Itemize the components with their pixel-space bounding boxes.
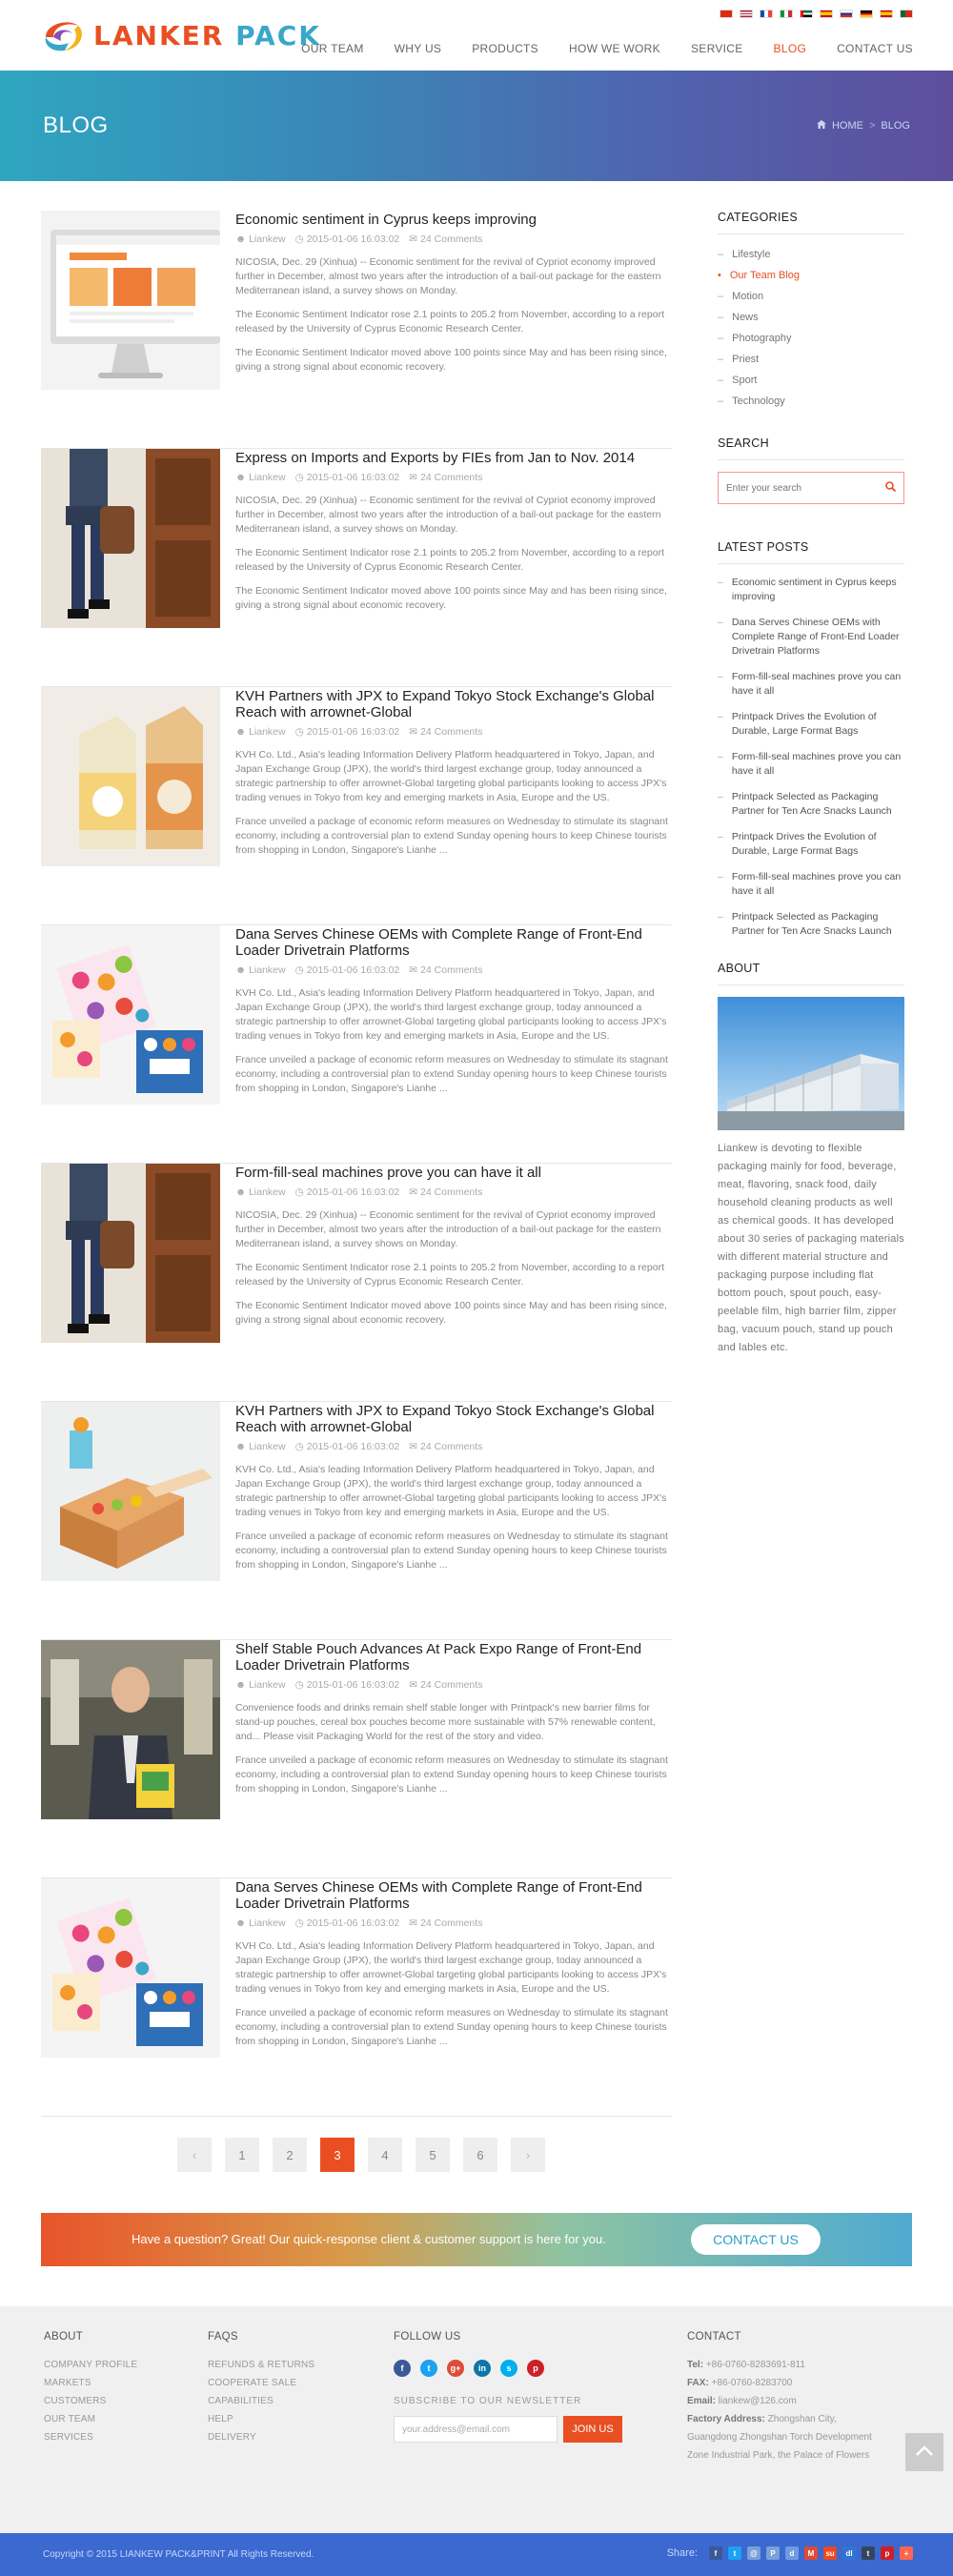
category-label: Our Team Blog [729, 270, 801, 281]
category-label: Photography [732, 333, 792, 344]
fax-value: +86-0760-8283700 [711, 2378, 793, 2388]
post-thumbnail-man-expo[interactable] [41, 1640, 220, 1819]
breadcrumb-home[interactable]: HOME [831, 120, 863, 132]
join-us-button[interactable]: JOIN US [563, 2416, 622, 2443]
user-icon: ☻ [235, 1679, 247, 1691]
comment-icon: ✉ [409, 1441, 418, 1452]
newsletter-email-input[interactable]: your.address@email.com [394, 2416, 558, 2443]
post-date: 2015-01-06 16:03:02 [306, 1917, 400, 1929]
dash-icon: – [718, 312, 724, 323]
footer-link[interactable]: MARKETS [44, 2378, 91, 2388]
flag-de-icon[interactable] [860, 10, 873, 18]
contact-us-button[interactable]: CONTACT US [691, 2224, 821, 2255]
pagination [177, 2138, 545, 2172]
flag-pt-icon[interactable] [900, 10, 913, 18]
about-text: Liankew is devoting to flexible packaging mainly for food, beverage, meat, flavoring, snack food, daily household cleaning products as well as chemical goods. It has developed about 30 series of packaging materials with different material structure and packaging purpose including flat bottom pouch, spout pouch, easy-peelable film, high barrier film, zipper bag, vacuum pouch, stand up pouch and lables etc. [718, 1143, 904, 1353]
share-digg-icon[interactable]: d [785, 2546, 799, 2560]
breadcrumb-current: BLOG [881, 120, 910, 132]
tel-value[interactable]: +86-0760-8283691-811 [705, 2360, 805, 2370]
post-body [235, 1640, 672, 1796]
site-header [0, 0, 953, 71]
email-label: Email: [687, 2396, 717, 2406]
post-excerpt: Convenience foods and drinks remain shelf stable longer with Printpack's new barrier films for stand-up pouches, cereal box pouches become more sustainable with 57% renewable content, and... Please visit Packaging World for the rest of the story and video. [235, 1702, 656, 1742]
post-excerpt: KVH Co. Ltd., Asia's leading Information Delivery Platform headquartered in Tokyo, Japan, and Japan Exchange Group (JPX), the world's third largest exchange group, today announced a strategic partnership to offer arrownet-Global targeting global participants looking to access JPX's trading venues in Tokyo from key and emerging markets in Asia, Europe and the US. [235, 987, 667, 1042]
flag-fr-icon[interactable] [760, 10, 773, 18]
share-twitter-icon[interactable]: t [728, 2546, 741, 2560]
factory-building-image [718, 997, 904, 1130]
post-body [235, 925, 672, 1096]
pagination-next-button[interactable]: › [511, 2138, 545, 2172]
post-item [41, 1402, 672, 1640]
post-body [235, 211, 672, 375]
post-author[interactable]: Liankew [249, 1187, 286, 1198]
post-comments[interactable]: 24 Comments [420, 233, 483, 245]
share-delicious-icon[interactable]: dl [842, 2546, 856, 2560]
address-label: Factory Address: [687, 2414, 765, 2424]
post-title[interactable]: Dana Serves Chinese OEMs with Complete Range of Front-End Loader Drivetrain Platforms [235, 926, 642, 959]
sidebar [718, 211, 904, 1357]
post-thumbnail-milk-cartons[interactable] [41, 687, 220, 866]
clock-icon: ◷ [294, 1679, 304, 1691]
post-title[interactable]: Dana Serves Chinese OEMs with Complete Range of Front-End Loader Drivetrain Platforms [235, 1879, 642, 1912]
post-excerpt: France unveiled a package of economic reform measures on Wednesday to stimulate its stagnant economy, including a controversial plan to extend Sunday opening hours to keep Chinese tourists from shopping in London, Singapore's Lianhe ... [235, 2007, 668, 2047]
pagination-page-1[interactable]: 1 [225, 2138, 259, 2172]
post-date: 2015-01-06 16:03:02 [306, 472, 400, 483]
post-comments[interactable]: 24 Comments [420, 472, 483, 483]
footer-contact-heading: CONTACT [687, 2331, 741, 2343]
comment-icon: ✉ [409, 726, 418, 738]
user-icon: ☻ [235, 472, 247, 483]
comment-icon: ✉ [409, 472, 418, 483]
post-author[interactable]: Liankew [249, 726, 286, 738]
latest-post-item[interactable] [718, 830, 904, 859]
post-thumbnail-tea-boxes[interactable] [41, 1878, 220, 2058]
post-excerpt: NICOSIA, Dec. 29 (Xinhua) -- Economic sentiment for the revival of Cypriot economy improved further in December, almost two years after the introduction of a bail-out package for the eastern Mediterranean island, a survey shows on Monday. [235, 256, 661, 296]
breadcrumb-separator: > [868, 120, 876, 132]
latest-post-item[interactable] [718, 750, 904, 779]
dash-icon: – [718, 249, 724, 260]
copyright-text: Copyright © 2015 LIANKEW PACK&PRINT All Rights Reserved. [43, 2549, 314, 2560]
comment-icon: ✉ [409, 1679, 418, 1691]
nav-why-us[interactable]: WHY US [394, 42, 442, 55]
category-item[interactable] [718, 244, 904, 265]
post-item [41, 1164, 672, 1402]
flag-ae-icon[interactable] [800, 10, 813, 18]
category-item[interactable] [718, 328, 904, 349]
latest-post-link[interactable]: Printpack Drives the Evolution of Durable, Large Format Bags [731, 711, 877, 737]
facebook-icon[interactable]: f [394, 2360, 411, 2377]
pagination-page-2[interactable]: 2 [273, 2138, 307, 2172]
post-item [41, 211, 672, 449]
post-author[interactable]: Liankew [249, 1441, 286, 1452]
footer-link[interactable]: CAPABILITIES [208, 2396, 274, 2406]
footer-about-column [44, 2331, 137, 2446]
footer-contact-column [687, 2331, 887, 2464]
flag-us-icon[interactable] [740, 10, 753, 18]
search-icon[interactable] [885, 479, 896, 497]
post-date: 2015-01-06 16:03:02 [306, 1679, 400, 1691]
post-thumbnail-person-bag[interactable] [41, 1164, 220, 1343]
categories-heading: CATEGORIES [718, 211, 904, 234]
latest-posts-list [718, 576, 904, 939]
post-author[interactable]: Liankew [249, 472, 286, 483]
category-item[interactable] [718, 307, 904, 328]
post-excerpt: The Economic Sentiment Indicator moved above 100 points since May and has been rising since, giving a strong signal about economic recovery. [235, 585, 667, 611]
post-item [41, 1640, 672, 1878]
contact-fax [687, 2374, 887, 2392]
category-item[interactable] [718, 370, 904, 391]
pagination-page-3[interactable]: 3 [320, 2138, 355, 2172]
footer-about-heading: ABOUT [44, 2331, 84, 2343]
user-icon: ☻ [235, 1187, 247, 1198]
footer-link[interactable]: SERVICES [44, 2432, 93, 2443]
contact-email [687, 2392, 887, 2410]
about-heading: ABOUT [718, 962, 904, 985]
post-meta [235, 1441, 672, 1452]
post-item [41, 687, 672, 925]
fax-label: FAX: [687, 2378, 709, 2388]
footer-link[interactable]: OUR TEAM [44, 2414, 96, 2424]
share-label: Share: [666, 2547, 698, 2559]
latest-post-link[interactable]: Printpack Selected as Packaging Partner for Ten Acre Snacks Launch [731, 911, 892, 937]
site-logo[interactable] [40, 15, 321, 55]
post-comments[interactable]: 24 Comments [420, 1917, 483, 1929]
post-excerpt: The Economic Sentiment Indicator rose 2.1 points to 205.2 from November, according to a report released by the University of Cyprus Economic Research Center. [235, 547, 664, 573]
post-date: 2015-01-06 16:03:02 [306, 964, 400, 976]
search-heading: SEARCH [718, 436, 904, 460]
category-label: Priest [732, 354, 760, 365]
post-body [235, 687, 672, 858]
chevron-up-icon [916, 2444, 933, 2461]
latest-post-item[interactable] [718, 710, 904, 739]
post-thumbnail-boxes[interactable] [41, 1402, 220, 1581]
dash-icon: – [718, 791, 723, 802]
category-label: Motion [732, 291, 764, 302]
post-title[interactable]: KVH Partners with JPX to Expand Tokyo Stock Exchange's Global Reach with arrownet-Global [235, 688, 655, 720]
dash-icon: – [718, 333, 724, 344]
post-meta [235, 726, 672, 738]
post-excerpt: France unveiled a package of economic reform measures on Wednesday to stimulate its stagnant economy, including a controversial plan to extend Sunday opening hours to keep Chinese tourists from shopping in London, Singapore's Lianhe ... [235, 1054, 668, 1094]
flag-es-icon[interactable] [820, 10, 833, 18]
post-meta [235, 964, 672, 976]
page-title: BLOG [43, 112, 109, 138]
category-list [718, 244, 904, 412]
flag-es2-icon[interactable] [880, 10, 893, 18]
category-label: Technology [732, 396, 785, 407]
footer-follow-heading: FOLLOW US [394, 2331, 461, 2343]
nav-products[interactable]: PRODUCTS [472, 42, 538, 55]
address-value: Zhongshan City, Guangdong Zhongshan Torch Development Zone Industrial Park, the Palace of Flowers [687, 2414, 872, 2461]
site-footer [0, 2306, 953, 2533]
nav-contact-us[interactable]: CONTACT US [837, 42, 913, 55]
user-icon: ☻ [235, 233, 247, 245]
logo-swirl-icon [40, 16, 88, 54]
pagination-prev-button[interactable]: ‹ [177, 2138, 212, 2172]
post-excerpt: The Economic Sentiment Indicator moved above 100 points since May and has been rising since, giving a strong signal about economic recovery. [235, 1300, 667, 1326]
post-excerpt: France unveiled a package of economic reform measures on Wednesday to stimulate its stagnant economy, including a controversial plan to extend Sunday opening hours to keep Chinese tourists from shopping in London, Singapore's Lianhe ... [235, 1531, 668, 1571]
breadcrumb [817, 120, 910, 132]
post-date: 2015-01-06 16:03:02 [306, 233, 400, 245]
category-label: News [732, 312, 759, 323]
category-item[interactable] [718, 349, 904, 370]
dash-icon: – [718, 711, 723, 722]
pagination-page-6[interactable]: 6 [463, 2138, 497, 2172]
dash-icon: – [718, 911, 723, 923]
footer-link[interactable]: COOPERATE SALE [208, 2378, 297, 2388]
post-meta [235, 472, 672, 483]
post-meta [235, 1187, 672, 1198]
post-meta [235, 1679, 672, 1691]
clock-icon: ◷ [294, 472, 304, 483]
footer-faqs-column [208, 2331, 314, 2446]
contact-address [687, 2410, 887, 2464]
post-item [41, 1878, 672, 2117]
footer-faqs-heading: FAQS [208, 2331, 238, 2343]
latest-post-item[interactable] [718, 870, 904, 899]
category-item-active[interactable] [718, 265, 904, 286]
post-date: 2015-01-06 16:03:02 [306, 1441, 400, 1452]
dash-icon: – [718, 871, 723, 882]
clock-icon: ◷ [294, 1917, 304, 1929]
latest-posts-heading: LATEST POSTS [718, 540, 904, 564]
latest-post-link[interactable]: Printpack Selected as Packaging Partner for Ten Acre Snacks Launch [731, 791, 892, 817]
post-author[interactable]: Liankew [249, 964, 286, 976]
search-box [718, 472, 904, 504]
dash-icon: – [718, 291, 724, 302]
post-excerpt: The Economic Sentiment Indicator rose 2.1 points to 205.2 from November, according to a report released by the University of Cyprus Economic Research Center. [235, 1262, 664, 1288]
comment-icon: ✉ [409, 1917, 418, 1929]
latest-post-link[interactable]: Form-fill-seal machines prove you can have it all [731, 871, 902, 897]
post-date: 2015-01-06 16:03:02 [306, 726, 400, 738]
share-print-icon[interactable]: P [766, 2546, 780, 2560]
post-excerpt: France unveiled a package of economic reform measures on Wednesday to stimulate its stagnant economy, including a controversial plan to extend Sunday opening hours to keep Chinese tourists from shopping in London, Singapore's Lianhe ... [235, 816, 668, 856]
user-icon: ☻ [235, 1441, 247, 1452]
post-title[interactable]: Shelf Stable Pouch Advances At Pack Expo Range of Front-End Loader Drivetrain Platforms [235, 1641, 642, 1673]
clock-icon: ◷ [294, 233, 304, 245]
brand-part2: PACK [235, 19, 321, 51]
post-excerpt: The Economic Sentiment Indicator moved above 100 points since May and has been rising since, giving a strong signal about economic recovery. [235, 347, 667, 373]
comment-icon: ✉ [409, 233, 418, 245]
brand-part1: LANKER [93, 19, 225, 51]
latest-post-item[interactable] [718, 576, 904, 604]
flag-it-icon[interactable] [780, 10, 793, 18]
flag-ru-icon[interactable] [840, 10, 853, 18]
share-stumbleupon-icon[interactable]: su [823, 2546, 837, 2560]
post-meta [235, 233, 672, 245]
post-meta [235, 1917, 672, 1929]
back-to-top-button[interactable] [905, 2433, 943, 2471]
latest-post-link[interactable]: Dana Serves Chinese OEMs with Complete Range of Front-End Loader Drivetrain Platforms [731, 617, 900, 657]
post-body [235, 1164, 672, 1328]
user-icon: ☻ [235, 726, 247, 738]
footer-link[interactable]: CUSTOMERS [44, 2396, 107, 2406]
post-thumbnail-monitor[interactable] [41, 211, 220, 390]
latest-post-link[interactable]: Form-fill-seal machines prove you can have it all [731, 751, 902, 777]
pinterest-icon[interactable]: p [527, 2360, 544, 2377]
support-cta-banner [41, 2213, 912, 2266]
latest-post-link[interactable]: Printpack Drives the Evolution of Durable, Large Format Bags [731, 831, 877, 857]
dash-icon: – [718, 396, 724, 407]
post-date: 2015-01-06 16:03:02 [306, 1187, 400, 1198]
share-email-icon[interactable]: @ [747, 2546, 760, 2560]
post-body [235, 1878, 672, 2049]
share-bar [667, 2546, 913, 2560]
share-pinterest-icon[interactable]: p [881, 2546, 894, 2560]
nav-blog[interactable]: BLOG [773, 42, 807, 55]
post-body [235, 1402, 672, 1572]
bottom-bar [0, 2533, 953, 2576]
comment-icon: ✉ [409, 964, 418, 976]
latest-post-link[interactable]: Form-fill-seal machines prove you can have it all [731, 671, 902, 697]
post-comments[interactable]: 24 Comments [420, 1679, 483, 1691]
share-more-icon[interactable]: + [900, 2546, 913, 2560]
post-title[interactable]: Form-fill-seal machines prove you can have it all [235, 1165, 541, 1181]
post-excerpt: KVH Co. Ltd., Asia's leading Information Delivery Platform headquartered in Tokyo, Japan, and Japan Exchange Group (JPX), the world's third largest exchange group, today announced a strategic partnership to offer arrownet-Global targeting global participants looking to access JPX's trading venues in Tokyo from key and emerging markets in Asia, Europe and the US. [235, 1464, 667, 1518]
twitter-icon[interactable]: t [420, 2360, 437, 2377]
dash-icon: – [718, 617, 723, 628]
post-body [235, 449, 672, 613]
share-tumblr-icon[interactable]: t [862, 2546, 875, 2560]
post-excerpt: France unveiled a package of economic reform measures on Wednesday to stimulate its stagnant economy, including a controversial plan to extend Sunday opening hours to keep Chinese tourists from shopping in London, Singapore's Lianhe ... [235, 1755, 668, 1795]
category-item[interactable] [718, 391, 904, 412]
latest-post-link[interactable]: Economic sentiment in Cyprus keeps improving [731, 577, 897, 602]
post-author[interactable]: Liankew [249, 233, 286, 245]
nav-our-team[interactable]: OUR TEAM [301, 42, 364, 55]
clock-icon: ◷ [294, 964, 304, 976]
newsletter-heading: SUBSCRIBE TO OUR NEWSLETTER [394, 2396, 582, 2406]
dash-icon: – [718, 375, 724, 386]
bullet-icon: • [718, 270, 721, 281]
post-author[interactable]: Liankew [249, 1679, 286, 1691]
category-label: Sport [732, 375, 758, 386]
post-comments[interactable]: 24 Comments [420, 726, 483, 738]
clock-icon: ◷ [294, 1441, 304, 1452]
dash-icon: – [718, 671, 723, 682]
language-flags [720, 10, 913, 18]
flag-cn-icon[interactable] [720, 10, 733, 18]
latest-post-item[interactable] [718, 670, 904, 699]
post-author[interactable]: Liankew [249, 1917, 286, 1929]
footer-link[interactable]: REFUNDS & RETURNS [208, 2360, 315, 2370]
linkedin-icon[interactable]: in [474, 2360, 491, 2377]
latest-post-item[interactable] [718, 790, 904, 819]
social-icons [394, 2360, 622, 2377]
footer-link[interactable]: HELP [208, 2414, 233, 2424]
post-comments[interactable]: 24 Comments [420, 1441, 483, 1452]
skype-icon[interactable]: s [500, 2360, 517, 2377]
home-icon[interactable] [817, 120, 826, 132]
pagination-page-5[interactable]: 5 [416, 2138, 450, 2172]
footer-follow-column [394, 2331, 622, 2443]
post-comments[interactable]: 24 Comments [420, 1187, 483, 1198]
post-excerpt: KVH Co. Ltd., Asia's leading Information Delivery Platform headquartered in Tokyo, Japan, and Japan Exchange Group (JPX), the world's third largest exchange group, today announced a strategic partnership to offer arrownet-Global targeting global participants looking to access JPX's trading venues in Tokyo from key and emerging markets in Asia, Europe and the US. [235, 749, 667, 803]
post-comments[interactable]: 24 Comments [420, 964, 483, 976]
user-icon: ☻ [235, 964, 247, 976]
share-facebook-icon[interactable]: f [709, 2546, 722, 2560]
search-input[interactable] [726, 483, 869, 494]
post-item [41, 925, 672, 1164]
user-icon: ☻ [235, 1917, 247, 1929]
post-excerpt: KVH Co. Ltd., Asia's leading Information Delivery Platform headquartered in Tokyo, Japan, and Japan Exchange Group (JPX), the world's third largest exchange group, today announced a strategic partnership to offer arrownet-Global targeting global participants looking to access JPX's trading venues in Tokyo from key and emerging markets in Asia, Europe and the US. [235, 1940, 667, 1995]
post-excerpt: NICOSIA, Dec. 29 (Xinhua) -- Economic sentiment for the revival of Cypriot economy improved further in December, almost two years after the introduction of a bail-out package for the eastern Mediterranean island, a survey shows on Monday. [235, 495, 661, 535]
cta-text: Have a question? Great! Our quick-response client & customer support is here for you. [132, 2232, 606, 2246]
latest-post-item[interactable] [718, 616, 904, 659]
post-thumbnail-person-bag[interactable] [41, 449, 220, 628]
post-thumbnail-tea-boxes[interactable] [41, 925, 220, 1105]
google-plus-icon[interactable]: g+ [447, 2360, 464, 2377]
pagination-page-4[interactable]: 4 [368, 2138, 402, 2172]
dash-icon: – [718, 354, 724, 365]
footer-link[interactable]: COMPANY PROFILE [44, 2360, 138, 2370]
post-excerpt: The Economic Sentiment Indicator rose 2.1 points to 205.2 from November, according to a report released by the University of Cyprus Economic Research Center. [235, 309, 664, 335]
clock-icon: ◷ [294, 726, 304, 738]
post-title[interactable]: KVH Partners with JPX to Expand Tokyo Stock Exchange's Global Reach with arrownet-Global [235, 1403, 655, 1435]
post-list [41, 211, 672, 2117]
category-label: Lifestyle [732, 249, 771, 260]
main-nav [286, 42, 913, 55]
nav-service[interactable]: SERVICE [690, 42, 743, 55]
category-item[interactable] [718, 286, 904, 307]
clock-icon: ◷ [294, 1187, 304, 1198]
email-value[interactable]: liankew@126.com [718, 2396, 797, 2406]
share-gmail-icon[interactable]: M [804, 2546, 818, 2560]
post-title[interactable]: Economic sentiment in Cyprus keeps improving [235, 212, 537, 228]
dash-icon: – [718, 751, 723, 762]
comment-icon: ✉ [409, 1187, 418, 1198]
post-excerpt: NICOSIA, Dec. 29 (Xinhua) -- Economic sentiment for the revival of Cypriot economy improved further in December, almost two years after the introduction of a bail-out package for the eastern Mediterranean island, a survey shows on Monday. [235, 1209, 661, 1249]
post-title[interactable]: Express on Imports and Exports by FIEs from Jan to Nov. 2014 [235, 450, 636, 466]
dash-icon: – [718, 577, 723, 588]
contact-tel [687, 2356, 887, 2374]
post-item [41, 449, 672, 687]
nav-how-we-work[interactable]: HOW WE WORK [569, 42, 660, 55]
latest-post-item[interactable] [718, 910, 904, 939]
dash-icon: – [718, 831, 723, 842]
page-banner [0, 71, 953, 181]
footer-link[interactable]: DELIVERY [208, 2432, 256, 2443]
tel-label: Tel: [687, 2360, 704, 2370]
